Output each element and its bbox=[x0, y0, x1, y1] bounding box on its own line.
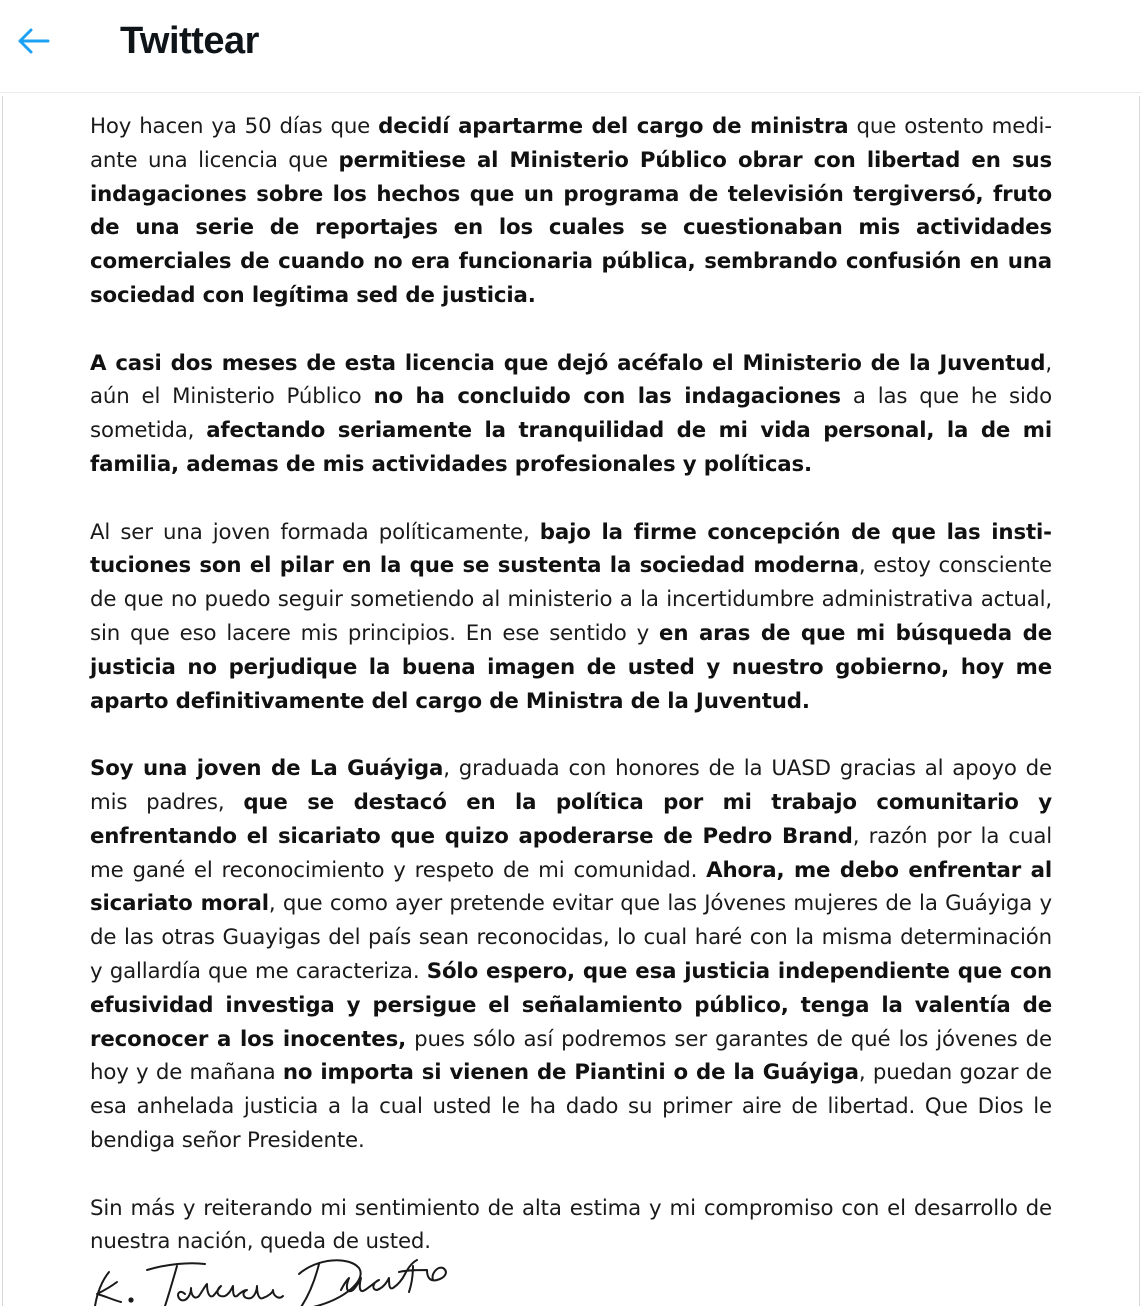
bold-text: A casi dos meses de esta licencia que dejó acéfalo el Ministerio de la Juventud bbox=[90, 350, 1046, 376]
top-bar bbox=[0, 0, 1142, 93]
body-text: , estoy consciente de que no puedo seguir sometiendo al ministerio a la incertidumbre administrativa actual, sin que eso lacere mis principios. En ese sentido y bbox=[90, 553, 1052, 646]
letter-paragraph bbox=[90, 110, 1052, 313]
bold-text: no ha concluido con las indagaciones bbox=[373, 384, 841, 410]
body-text: que ostento mediante una licencia que bbox=[90, 114, 1053, 173]
body-text: , razón por la cual me gané el reconocimiento y respeto de mi comunidad. bbox=[90, 823, 1052, 883]
bold-text: Soy una joven de La Guáyiga bbox=[90, 756, 444, 782]
body-text: Al ser una joven formada políticamente, bbox=[90, 519, 540, 545]
body-text: Sin más y reiterando mi sentimiento de alta estima y mi compromiso con el desarrollo de nuestra nación, queda de usted. bbox=[90, 1195, 1052, 1255]
body-text: , que como ayer pretende evitar que las Jóvenes mujeres de la Guáyiga y de las otras Guayigas del país sean reconocidas, lo cual haré con la misma determinación y gallardía que me caracteriza. bbox=[90, 891, 1052, 984]
page-title: Twittear bbox=[120, 20, 259, 62]
body-text: a las que he sido sometida, bbox=[90, 384, 1052, 444]
signature bbox=[87, 1242, 457, 1306]
bold-text: Sólo espero, que esa justicia independiente que con efusividad investiga y persigue el señalamiento público, tenga la valentía de reconocer a los inocentes, bbox=[90, 958, 1053, 1052]
back-button[interactable] bbox=[10, 18, 56, 64]
arrow-left-icon bbox=[15, 26, 51, 56]
body-text: pues sólo así podremos ser garantes de qué los jóvenes de hoy y de mañana bbox=[90, 1026, 1052, 1086]
letter-paragraph bbox=[90, 516, 1052, 719]
body-text: Hoy hacen ya 50 días que bbox=[90, 114, 379, 139]
body-text: , graduada con honores de la UASD gracias al apoyo de mis padres, bbox=[90, 756, 1052, 815]
bold-text: afectando seriamente la tranquilidad de mi vida personal, la de mi familia, ademas de mis actividades profesionales y políticas. bbox=[90, 418, 1053, 477]
bold-text: decidí apartarme del cargo de ministra bbox=[378, 114, 849, 139]
bold-text: en aras de que mi búsqueda de justicia no perjudique la buena imagen de usted y nuestro gobierno, hoy me aparto definitivamente del cargo de Ministra de la Juventud. bbox=[90, 620, 1052, 714]
body-text: , puedan gozar de esa anhelada justicia a la cual usted le ha dado su primer aire de libertad. Que Dios le bendiga señor Presidente. bbox=[90, 1060, 1052, 1153]
bold-text: Ahora, me debo enfrentar al sicariato moral bbox=[90, 857, 1052, 917]
bold-text: no importa si vienen de Piantini o de la Guáyiga bbox=[282, 1060, 859, 1086]
bold-text: bajo la firme concepción de que las instituciones son el pilar en la que se sustenta la sociedad moderna bbox=[90, 519, 1052, 579]
body-text: , aún el Ministerio Público bbox=[90, 350, 1052, 410]
letter-paragraph bbox=[90, 752, 1052, 1158]
letter-body bbox=[90, 110, 1052, 1293]
bold-text: que se destacó en la política por mi trabajo comunitario y enfrentando el sicariato que quizo apoderarse de Pedro Brand bbox=[90, 789, 1052, 849]
bold-text: permitiese al Ministerio Público obrar con libertad en sus indagaciones sobre los hechos que un programa de televisión tergiversó, fruto de una serie de reportajes en los cuales se cuestionaban mis actividades comerciales de cuando no era funcionaria pública, sembrando confusión en una sociedad con legítima sed de justicia. bbox=[90, 147, 1053, 308]
letter-paragraph bbox=[90, 347, 1052, 482]
letter-image[interactable] bbox=[2, 96, 1140, 1306]
